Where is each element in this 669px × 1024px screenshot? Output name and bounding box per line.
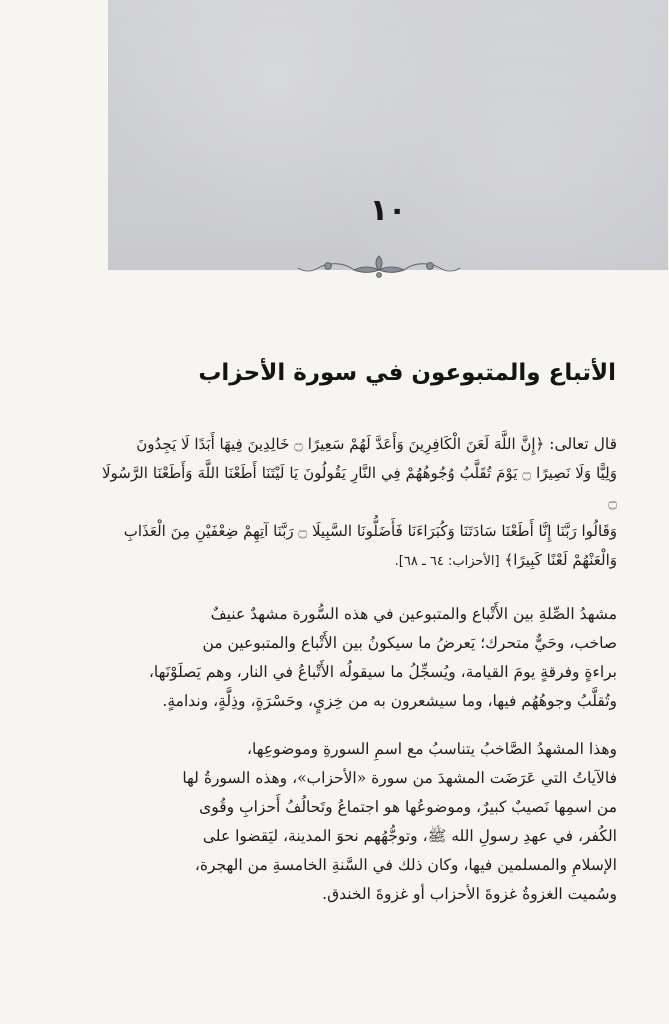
quote-line-1 (102, 430, 617, 459)
paragraph-2 (102, 735, 617, 909)
paragraph-2-line-3: من اسمِها نَصيبٌ كبيرٌ، وموضوعُها هو اجتماعُ وتَحالُفُ أَحزابِ وقُوى (199, 798, 617, 816)
verse-line-4: وَالْعَنْهُمْ لَعْنًا كَبِيرًا﴾ (504, 551, 617, 569)
verse-reference: [الأحزاب: ٦٤ ـ ٦٨]. (394, 554, 500, 569)
quote-intro: قال تعالى: (549, 435, 617, 453)
paragraph-1-line-4: وتُقلَّبُ وجوهُهُم فيها، وما سيشعرون به من خِزيٍ، وحَسْرَةٍ، وذِلَّةٍ، وندامةٍ. (162, 692, 617, 710)
quran-quote (102, 430, 617, 576)
verse-line-1: ﴿إِنَّ اللَّهَ لَعَنَ الْكَافِرِينَ وَأَعَدَّ لَهُمْ سَعِيرًا ۝ خَالِدِينَ فِيهَا أَبَدًا لَا يَجِدُونَ (136, 435, 545, 453)
paragraph-2-line-6: وسُميت الغزوةُ غزوةَ الأحزاب أو غزوةَ الخندق. (322, 885, 617, 903)
paragraph-2-line-5: الإسلامِ والمسلمين فيها، وكان ذلك في السَّنةِ الخامسةِ من الهجرة، (194, 856, 617, 874)
chapter-header-band (108, 0, 668, 270)
paragraph-2-line-4: الكُفر، في عهدِ رسولِ الله ﷺ، وتوجُّهُهم نحوَ المدينة، ليَقضوا على (202, 827, 617, 845)
page-title: الأتباع والمتبوعون في سورة الأحزاب (198, 360, 616, 386)
paragraph-1 (102, 600, 617, 716)
quote-line-4 (102, 546, 617, 576)
floral-divider-icon (294, 250, 464, 282)
paragraph-2-line-1: وهذا المشهدُ الصَّاخبُ يتناسبُ مع اسمِ السورةِ وموضوعِها، (247, 740, 617, 758)
paragraph-1-line-3: براءةٍ وفرقةٍ يومَ القيامة، ويُسجِّلُ ما سيقولُه الأَتْباعُ في النار، وهم يَصلَوْنَها، (148, 663, 617, 681)
verse-line-2: وَلِيًّا وَلَا نَصِيرًا ۝ يَوْمَ تُقَلَّبُ وُجُوهُهُمْ فِي النَّارِ يَقُولُونَ يَا لَيْتَنَا أَطَعْنَا اللَّهَ وَأَطَعْنَا الرَّسُولَا ۝ (102, 464, 617, 511)
paragraph-1-line-1: مشهدُ الصِّلةِ بين الأَتْباع والمتبوعين في هذه السُّورة مشهدٌ عنيفٌ (210, 605, 617, 623)
verse-line-3: وَقَالُوا رَبَّنَا إِنَّا أَطَعْنَا سَادَتَنَا وَكُبَرَاءَنَا فَأَضَلُّونَا السَّبِيلَا ۝ رَبَّنَا آتِهِمْ ضِعْفَيْنِ مِنَ الْعَذَابِ (123, 522, 617, 540)
chapter-number: ١٠ (369, 193, 407, 228)
paragraph-1-line-2: صاخب، وحَيٌّ متحرك؛ يَعرضُ ما سيكونُ بين الأَتْباع والمتبوعين من (202, 634, 617, 652)
paragraph-2-line-2: فالآياتُ التي عَرَضَت المشهدَ من سورة «الأحزاب»، وهذه السورةُ لها (182, 769, 617, 787)
